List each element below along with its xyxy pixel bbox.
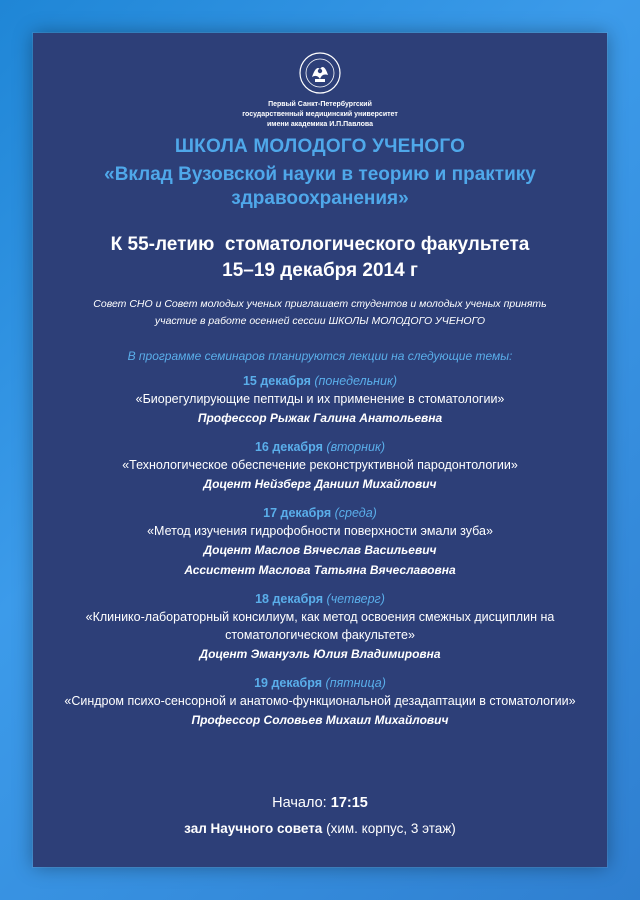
lecture-item xyxy=(33,372,607,428)
anniversary-line: К 55-летию стоматологического факультета xyxy=(110,234,530,255)
university-seal-icon xyxy=(298,51,342,95)
lecture-speaker: Доцент Маслов Вячеслав Васильевич xyxy=(203,543,437,557)
invitation-text xyxy=(53,296,587,330)
venue-hall: зал Научного совета xyxy=(184,821,323,836)
lecture-date-line xyxy=(33,674,607,692)
lecture-item xyxy=(33,674,607,730)
university-line-1: Первый Санкт-Петербургский xyxy=(268,101,372,108)
lecture-weekday: (вторник) xyxy=(326,440,386,454)
start-label: Начало: xyxy=(272,795,327,811)
lecture-list xyxy=(33,372,607,740)
event-dates: 15–19 декабря 2014 г xyxy=(222,260,418,281)
university-line-2: государственный медицинский университет xyxy=(242,111,398,118)
poster-panel xyxy=(33,33,607,867)
lecture-topic: «Клинико-лабораторный консилиум, как метод освоения смежных дисциплин на стоматологическом факультете» xyxy=(85,610,555,642)
lecture-speaker: Профессор Соловьев Михаил Михайлович xyxy=(191,713,449,727)
lecture-item xyxy=(33,590,607,664)
lecture-speaker: Доцент Нейзберг Даниил Михайлович xyxy=(203,477,437,491)
lecture-weekday: (среда) xyxy=(334,506,377,520)
start-time-line xyxy=(33,795,607,811)
lecture-speaker: Доцент Эмануэль Юлия Владимировна xyxy=(199,647,441,661)
lecture-date: 19 декабря xyxy=(254,676,323,690)
venue-line xyxy=(33,821,607,836)
university-logo xyxy=(33,51,607,95)
lecture-date: 17 декабря xyxy=(263,506,332,520)
lecture-topic: «Метод изучения гидрофобности поверхности эмали зуба» xyxy=(147,524,493,538)
lecture-date-line xyxy=(33,504,607,522)
lecture-date: 15 декабря xyxy=(242,374,311,388)
lecture-date-line xyxy=(33,590,607,608)
lecture-speaker: Ассистент Маслова Татьяна Вячеславовна xyxy=(184,563,456,577)
invitation-line-1: Совет СНО и Совет молодых ученых приглашает студентов и молодых ученых принять xyxy=(93,298,547,310)
event-subtitle: «Вклад Вузовской науки в теорию и практику здравоохранения» xyxy=(104,164,536,209)
lecture-weekday: (понедельник) xyxy=(314,374,398,388)
anniversary-block xyxy=(33,232,607,284)
lecture-date-line xyxy=(33,372,607,390)
lecture-item xyxy=(33,438,607,494)
programme-intro: В программе семинаров планируются лекции на следующие темы: xyxy=(127,349,513,363)
lecture-topic: «Биорегулирующие пептиды и их применение в стоматологии» xyxy=(135,392,505,406)
university-name xyxy=(33,100,607,130)
lecture-weekday: (пятница) xyxy=(325,676,386,690)
start-time: 17:15 xyxy=(330,795,368,811)
invitation-line-2: участие в работе осенней сессии ШКОЛЫ МОЛОДОГО УЧЕНОГО xyxy=(154,315,486,327)
university-line-3: имени академика И.П.Павлова xyxy=(266,121,374,128)
lecture-weekday: (четверг) xyxy=(326,592,385,606)
lecture-speaker: Профессор Рыжак Галина Анатольевна xyxy=(197,411,443,425)
event-title: ШКОЛА МОЛОДОГО УЧЕНОГО xyxy=(174,136,466,157)
venue-details: (хим. корпус, 3 этаж) xyxy=(326,821,456,836)
lecture-date-line xyxy=(33,438,607,456)
lecture-topic: «Технологическое обеспечение реконструктивной пародонтологии» xyxy=(122,458,518,472)
lecture-date: 16 декабря xyxy=(254,440,323,454)
lecture-date: 18 декабря xyxy=(255,592,324,606)
lecture-topic: «Синдром психо-сенсорной и анатомо-функциональной дезадаптации в стоматологии» xyxy=(64,694,576,708)
lecture-item xyxy=(33,504,607,580)
